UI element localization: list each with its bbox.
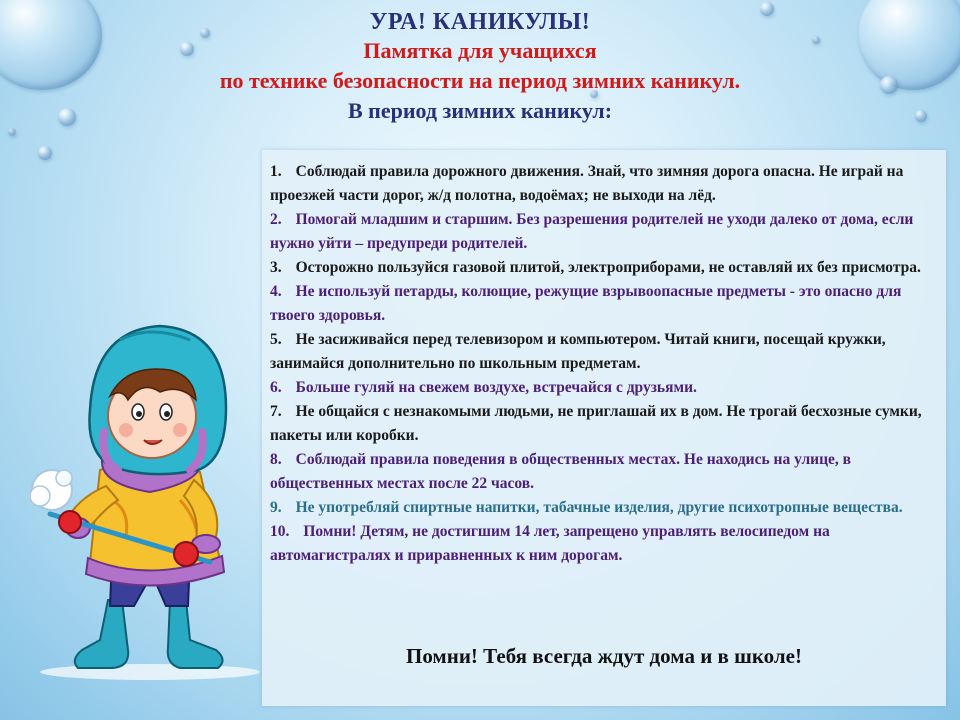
- rule-item: [270, 256, 930, 280]
- rule-item: [270, 328, 930, 376]
- rule-number: 5.: [270, 331, 282, 348]
- rule-text: Не засиживайся перед телевизором и компьютером. Читай книги, посещай кружки, занимайся дополнительно по школьным предметам.: [270, 331, 886, 372]
- page-subtitle: Памятка для учащихся: [363, 38, 597, 63]
- section-heading: В период зимних каникул:: [347, 98, 613, 123]
- rule-text: Соблюдай правила поведения в общественных местах. Не находись на улице, в общественных местах после 22 часов.: [270, 451, 852, 492]
- rule-text: Соблюдай правила дорожного движения. Знай, что зимняя дорога опасна. Не играй на проезжей части дорог, ж/д полотна, водоёмах; не выходи на лёд.: [270, 163, 904, 204]
- rule-item: [270, 160, 930, 208]
- rule-item: [270, 208, 930, 256]
- child-illustration: [30, 300, 280, 680]
- rule-text: Помогай младшим и старшим. Без разрешения родителей не уходи далеко от дома, если нужно уйти – предупреди родителей.: [270, 211, 914, 252]
- rule-item: [270, 400, 930, 448]
- rule-number: 7.: [270, 403, 282, 420]
- closing-message: Помни! Тебя всегда ждут дома и в школе!: [405, 644, 803, 668]
- page-title: УРА! КАНИКУЛЫ!: [369, 9, 591, 35]
- rules-list: [270, 160, 930, 568]
- water-drop-icon: [38, 146, 52, 160]
- rules-panel: [262, 150, 946, 706]
- rule-item: [270, 496, 930, 520]
- rule-item: [270, 280, 930, 328]
- rule-item: [270, 448, 930, 496]
- rule-text: Осторожно пользуйся газовой плитой, электроприборами, не оставляй их без присмотра.: [295, 259, 921, 276]
- rule-text: Не используй петарды, колющие, режущие взрывоопасные предметы - это опасно для твоего здоровья.: [270, 283, 902, 324]
- rule-text: Не употребляй спиртные напитки, табачные изделия, другие психотропные вещества.: [295, 499, 903, 516]
- rule-number: 9.: [270, 499, 282, 516]
- rule-item: [270, 520, 930, 568]
- rule-number: 2.: [270, 211, 282, 228]
- rule-text: Помни! Детям, не достигшим 14 лет, запрещено управлять велосипедом на автомагистралях и приравненных к ним дорогам.: [270, 523, 830, 564]
- rule-number: 1.: [270, 163, 282, 180]
- rule-item: [270, 376, 930, 400]
- rule-text: Не общайся с незнакомыми людьми, не приглашай их в дом. Не трогай бесхозные сумки, пакеты или коробки.: [270, 403, 922, 444]
- rule-number: 3.: [270, 259, 282, 276]
- rule-number: 8.: [270, 451, 282, 468]
- rule-number: 4.: [270, 283, 282, 300]
- rule-number: 10.: [270, 523, 290, 540]
- rule-text: Больше гуляй на свежем воздухе, встречайся с друзьями.: [295, 379, 697, 396]
- water-drop-icon: [8, 128, 16, 136]
- header: [0, 8, 960, 126]
- page-subtitle-2: по технике безопасности на период зимних каникул.: [219, 68, 741, 93]
- rule-number: 6.: [270, 379, 282, 396]
